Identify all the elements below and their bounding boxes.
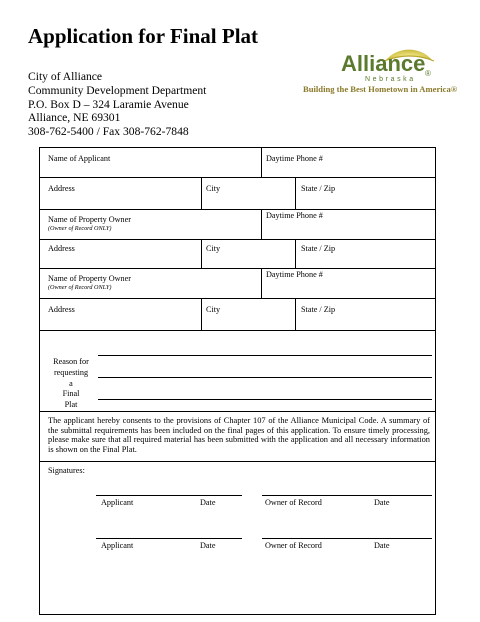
- owner1-address-field[interactable]: Address: [48, 244, 75, 253]
- col-divider: [261, 148, 262, 177]
- owner-date-label: Date: [374, 498, 390, 507]
- logo-wordmark: Alliance: [341, 51, 426, 76]
- address-line: Alliance, NE 69301: [28, 111, 121, 125]
- owner-signature-label: Owner of Record: [265, 498, 322, 507]
- applicant-address-field[interactable]: Address: [48, 184, 75, 193]
- applicant-phone-field[interactable]: Daytime Phone #: [266, 154, 323, 163]
- owner2-phone-field[interactable]: Daytime Phone #: [266, 270, 323, 279]
- col-divider: [295, 298, 296, 330]
- application-form: [39, 147, 436, 615]
- registered-mark: ®: [425, 69, 431, 78]
- owner1-state-zip-field[interactable]: State / Zip: [301, 244, 336, 253]
- row-divider: [40, 411, 435, 412]
- address-line: 308-762-5400 / Fax 308-762-7848: [28, 125, 189, 139]
- consent-statement: The applicant hereby consents to the provisions of Chapter 107 of the Alliance Municipal Code. A summary of the submittal requirements has been included on the final pages of this application. To ensure timely processing, please make sure that all required material has been submitted with the application and all necessary information is shown on the Final Plat.: [48, 416, 430, 454]
- col-divider: [201, 177, 202, 209]
- office-address: [28, 70, 206, 139]
- owner1-phone-field[interactable]: Daytime Phone #: [266, 211, 323, 220]
- row-divider: [40, 330, 435, 331]
- address-line: P.O. Box D – 324 Laramie Avenue: [28, 97, 189, 111]
- owner-signature-line[interactable]: [262, 495, 432, 496]
- applicant-city-field[interactable]: City: [206, 184, 221, 193]
- owner2-name-note: (Owner of Record ONLY): [48, 284, 112, 291]
- applicant-signature-label: Applicant: [101, 498, 134, 507]
- reason-label-line: Reason for: [53, 357, 89, 366]
- owner1-city-field[interactable]: City: [206, 244, 221, 253]
- col-divider: [295, 177, 296, 209]
- owner2-state-zip-field[interactable]: State / Zip: [301, 305, 336, 314]
- signatures-heading: Signatures:: [48, 466, 85, 475]
- reason-line[interactable]: [98, 399, 432, 400]
- applicant-signature-line[interactable]: [96, 495, 242, 496]
- applicant-signature-line[interactable]: [96, 538, 242, 539]
- reason-label-line: Plat: [64, 400, 78, 410]
- address-line: Community Development Department: [28, 83, 207, 97]
- col-divider: [261, 268, 262, 298]
- applicant-name-field[interactable]: Name of Applicant: [48, 154, 111, 163]
- reason-label: [44, 357, 98, 411]
- col-divider: [261, 209, 262, 239]
- reason-label-line: a: [69, 378, 73, 388]
- owner-signature-line[interactable]: [262, 538, 432, 539]
- reason-line[interactable]: [98, 377, 432, 378]
- address-line: City of Alliance: [28, 70, 103, 83]
- applicant-date-label: Date: [200, 498, 216, 507]
- page-title: Application for Final Plat: [28, 24, 259, 48]
- reason-label-line: Final: [62, 389, 80, 399]
- owner2-city-field[interactable]: City: [206, 305, 221, 314]
- owner-date-label: Date: [374, 541, 390, 550]
- owner2-address-field[interactable]: Address: [48, 305, 75, 314]
- owner2-name-field[interactable]: Name of Property Owner: [48, 274, 131, 283]
- owner1-name-field[interactable]: Name of Property Owner: [48, 215, 131, 224]
- owner1-name-note: (Owner of Record ONLY): [48, 225, 112, 232]
- reason-label-line: requesting: [53, 367, 89, 377]
- col-divider: [201, 298, 202, 330]
- reason-line[interactable]: [98, 355, 432, 356]
- applicant-date-label: Date: [200, 541, 216, 550]
- row-divider: [40, 298, 435, 299]
- owner-signature-label: Owner of Record: [265, 541, 322, 550]
- row-divider: [40, 461, 435, 462]
- col-divider: [201, 239, 202, 268]
- row-divider: [40, 177, 435, 178]
- applicant-state-zip-field[interactable]: State / Zip: [301, 184, 336, 193]
- logo-tagline: Building the Best Hometown in America®: [303, 84, 458, 94]
- row-divider: [40, 209, 435, 210]
- applicant-signature-label: Applicant: [101, 541, 134, 550]
- row-divider: [40, 239, 435, 240]
- row-divider: [40, 268, 435, 269]
- col-divider: [295, 239, 296, 268]
- logo-state: Nebraska: [365, 76, 416, 83]
